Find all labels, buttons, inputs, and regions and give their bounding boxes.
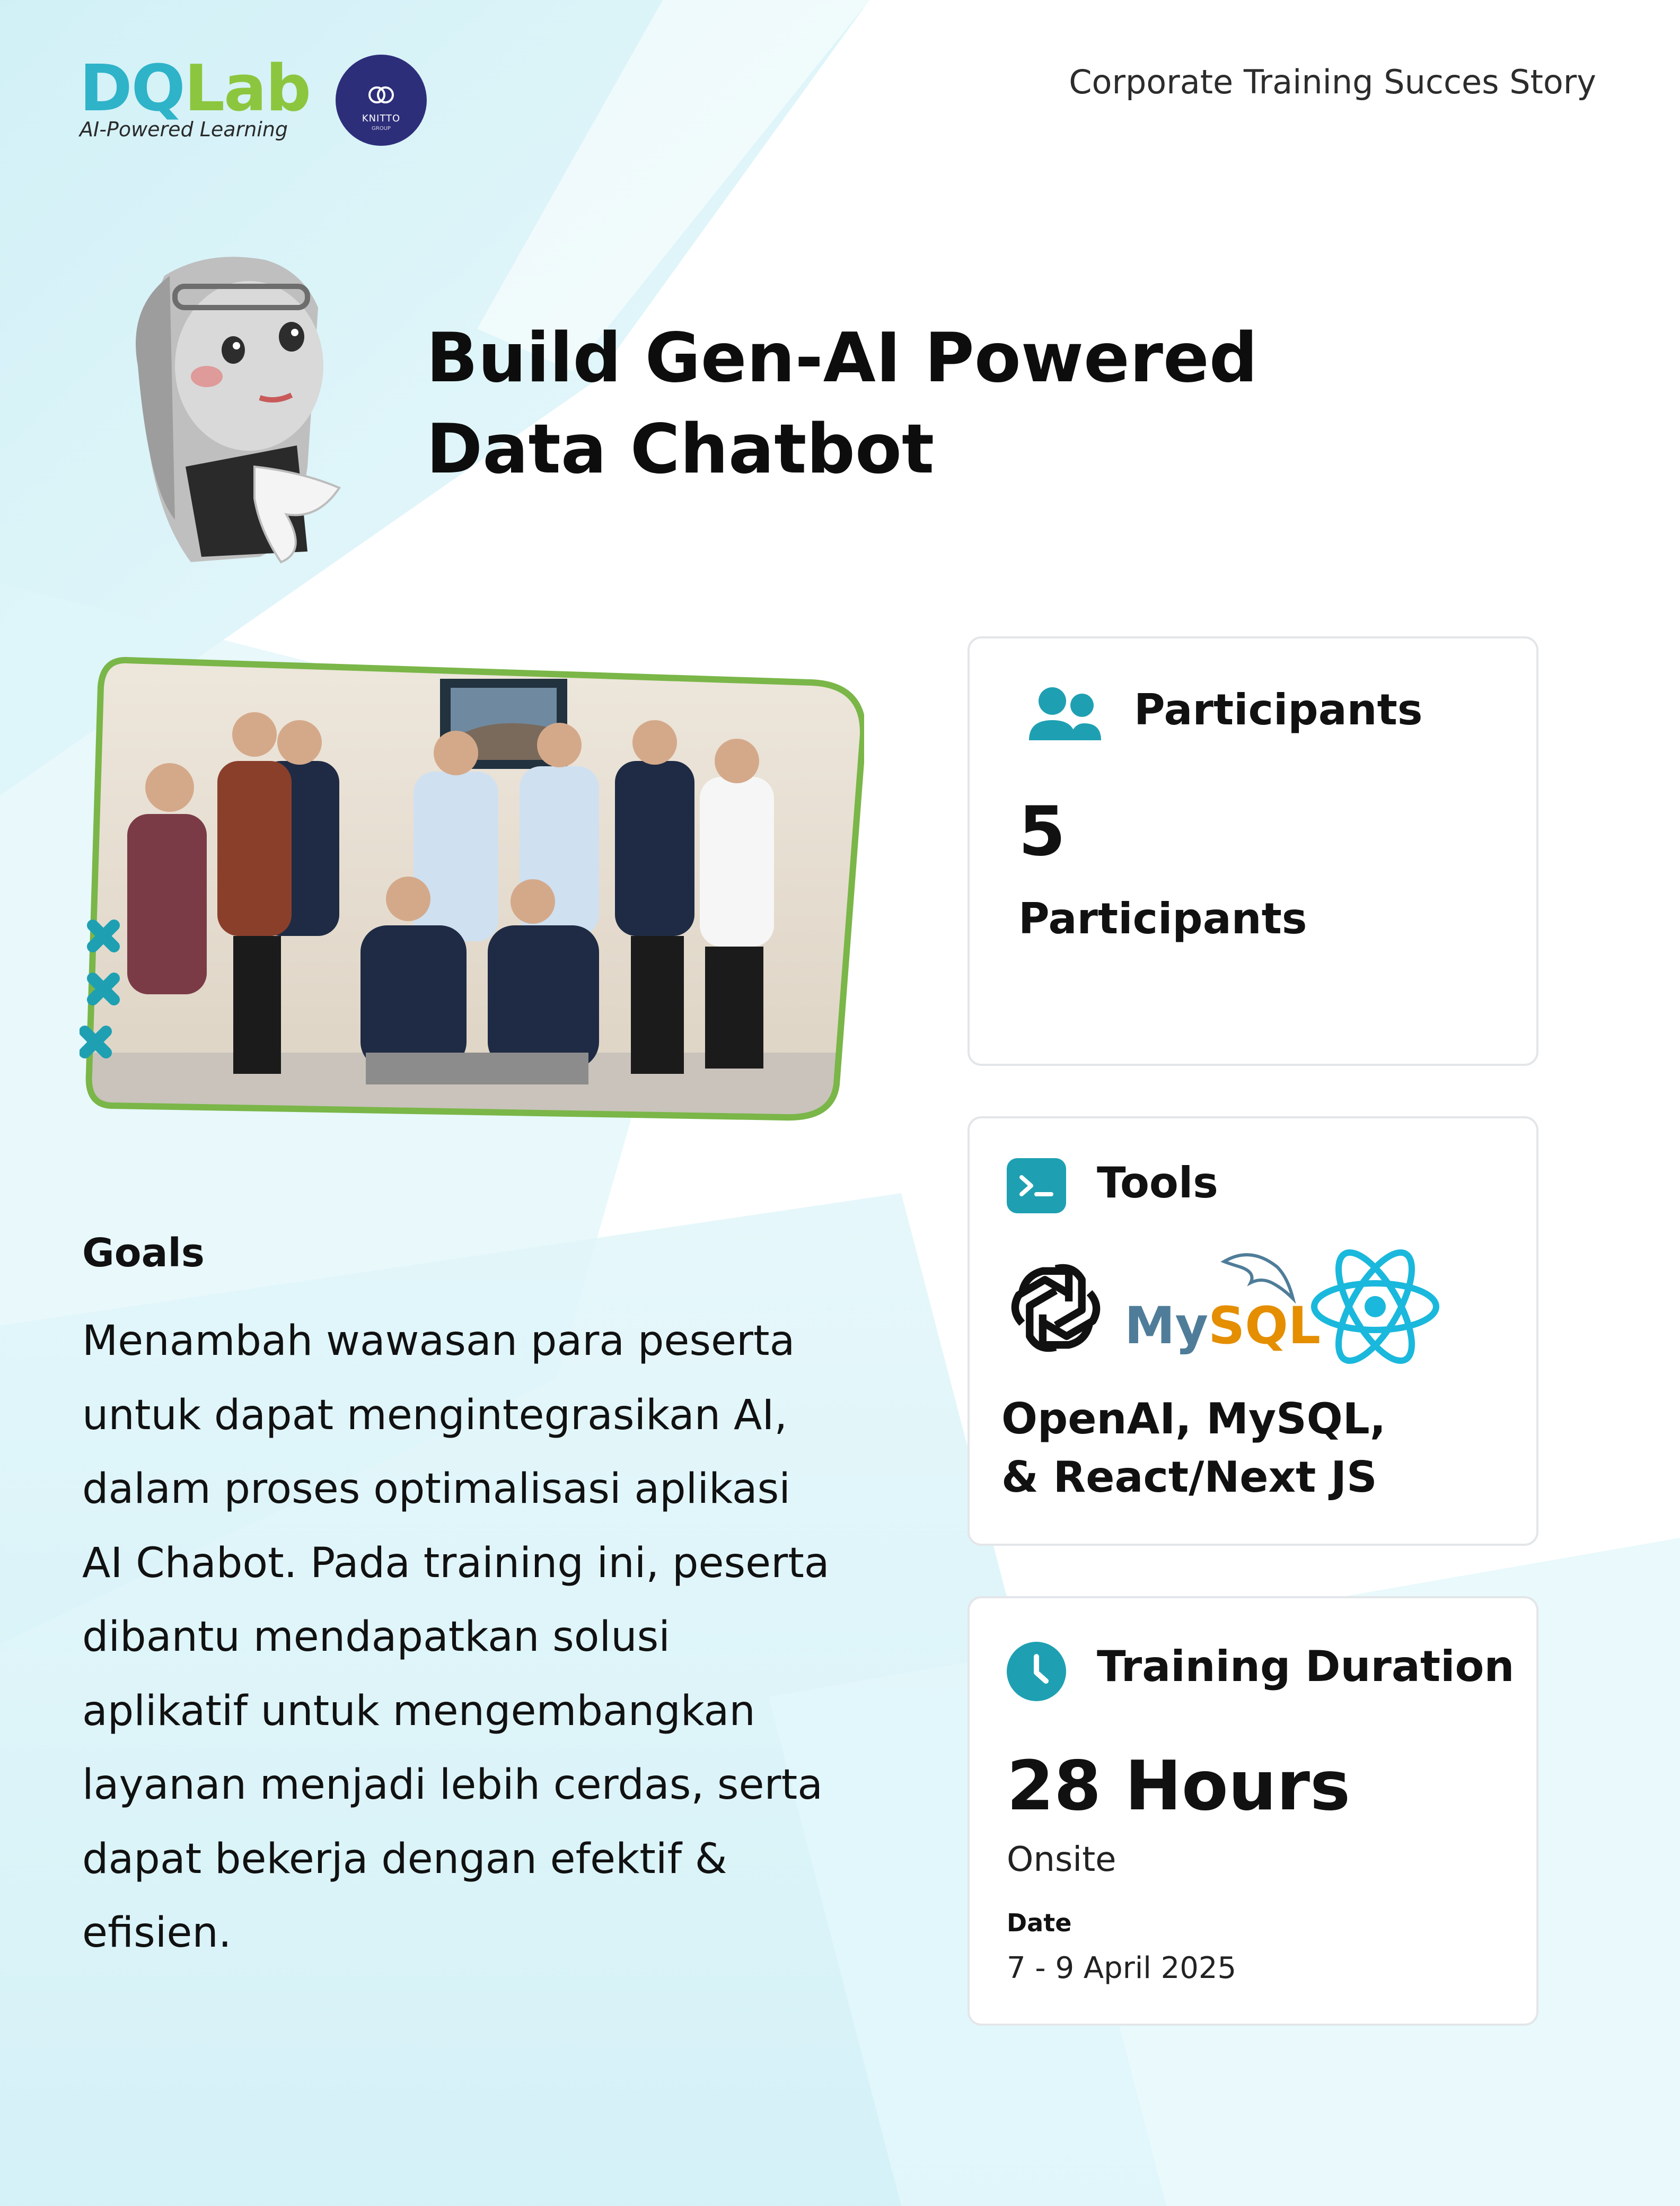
dolphin-icon <box>1219 1246 1298 1309</box>
duration-title: Training Duration <box>1097 1642 1515 1691</box>
goals-heading: Goals <box>82 1230 205 1276</box>
group-photo <box>80 650 864 1130</box>
goals-line: aplikatif untuk mengembangkan <box>82 1687 755 1735</box>
date-label: Date <box>1007 1909 1072 1937</box>
dqlab-logo: DQLab <box>80 52 310 126</box>
knitto-logo: KNITTO GROUP <box>336 55 427 146</box>
title-line: Data Chatbot <box>426 410 935 489</box>
knitto-mark-icon <box>366 80 396 110</box>
tools-card <box>967 1116 1538 1546</box>
tools-line: & React/Next JS <box>1001 1452 1377 1502</box>
goals-line: layanan menjadi lebih cerdas, serta <box>82 1761 823 1809</box>
goals-line: untuk dapat mengintegrasikan AI, <box>82 1391 788 1439</box>
mascot-illustration <box>127 244 350 573</box>
mysql-logo: MySQL <box>1124 1296 1321 1355</box>
logo-subtitle: AI-Powered Learning <box>80 118 288 141</box>
participants-count: 5 <box>1018 792 1066 871</box>
goals-line: efisien. <box>82 1909 232 1957</box>
tools-title: Tools <box>1097 1158 1218 1207</box>
duration-mode: Onsite <box>1007 1840 1116 1879</box>
goals-line: dapat bekerja dengan efektif & <box>82 1835 727 1883</box>
goals-line: Menambah wawasan para peserta <box>82 1317 795 1365</box>
openai-logo <box>1001 1254 1110 1362</box>
goals-line: AI Chabot. Pada training ini, peserta <box>82 1539 830 1587</box>
participants-card <box>967 636 1538 1066</box>
participants-title: Participants <box>1134 685 1423 734</box>
page-title <box>426 313 1327 495</box>
goals-line: dibantu mendapatkan solusi <box>82 1613 670 1661</box>
clock-icon <box>1007 1642 1066 1701</box>
react-logo <box>1309 1246 1441 1368</box>
goals-line: dalam proses optimalisasi aplikasi <box>82 1465 790 1513</box>
duration-card <box>967 1596 1538 2026</box>
goals-text <box>82 1305 888 1971</box>
users-icon <box>1025 685 1103 743</box>
duration-value: 28 Hours <box>1007 1747 1351 1826</box>
header-tagline: Corporate Training Succes Story <box>1069 63 1596 101</box>
tools-line: OpenAI, MySQL, <box>1001 1394 1386 1443</box>
title-line: Build Gen-AI Powered <box>426 319 1258 398</box>
terminal-icon <box>1007 1158 1066 1213</box>
date-value: 7 - 9 April 2025 <box>1007 1951 1237 1985</box>
participants-label: Participants <box>1018 894 1307 943</box>
